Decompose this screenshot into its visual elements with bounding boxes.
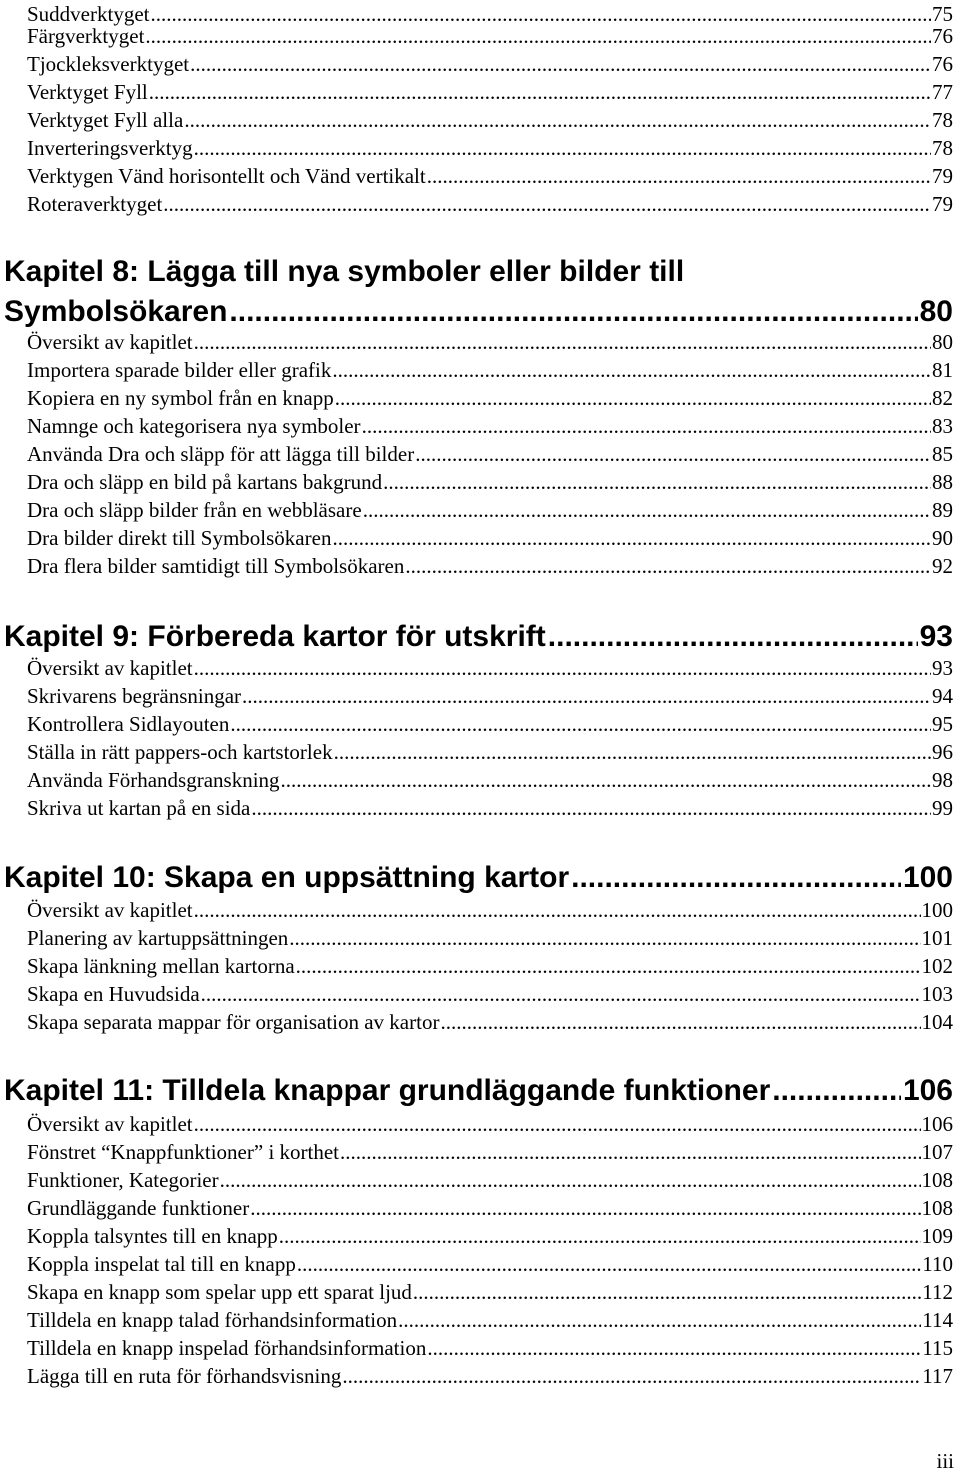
- toc-entry-label: Färgverktyget: [27, 24, 145, 48]
- toc-entry-page: 108: [921, 1196, 953, 1220]
- toc-entry[interactable]: [27, 794, 953, 822]
- toc-entry-label: Skapa en knapp som spelar upp ett sparat ljud: [27, 1280, 412, 1304]
- toc-entry[interactable]: [27, 1362, 953, 1390]
- dot-leader: [332, 524, 931, 552]
- toc-entry-page: 81: [932, 358, 953, 382]
- toc-entry-label: Fönstret “Knappfunktioner” i korthet: [27, 1140, 340, 1164]
- toc-entry[interactable]: [27, 766, 953, 794]
- toc-entry-page: 79: [932, 192, 953, 216]
- toc-entry-label: Skriva ut kartan på en sida: [27, 796, 251, 820]
- toc-entry-label: Skapa en Huvudsida: [27, 982, 200, 1006]
- toc-entry[interactable]: [27, 1278, 953, 1306]
- toc-entry-page: 83: [932, 414, 953, 438]
- toc-entry-page: 104: [921, 1010, 953, 1034]
- toc-entry-label: Ställa in rätt pappers-och kartstorlek: [27, 740, 333, 764]
- toc-entry-label: Använda Förhandsgranskning: [27, 768, 280, 792]
- dot-leader: [242, 682, 931, 710]
- toc-entry-label: Namnge och kategorisera nya symboler: [27, 414, 361, 438]
- toc-entry-label: Verktygen Vänd horisontellt och Vänd vertikalt: [27, 164, 426, 188]
- toc-entry-page: 106: [921, 1112, 953, 1136]
- dot-leader: [279, 1222, 921, 1250]
- toc-entry[interactable]: [27, 1138, 953, 1166]
- chapter-title: Kapitel 9: Förbereda kartor för utskrift: [4, 620, 546, 653]
- dot-leader: [335, 384, 931, 412]
- toc-entry[interactable]: [27, 1166, 953, 1194]
- toc-entry[interactable]: [27, 134, 953, 162]
- chapter-title-continued: Symbolsökaren: [4, 295, 228, 328]
- toc-entry[interactable]: [27, 654, 953, 682]
- toc-entry-label: Använda Dra och släpp för att lägga till bilder: [27, 442, 415, 466]
- toc-entry[interactable]: [27, 22, 953, 50]
- toc-entry[interactable]: [27, 106, 953, 134]
- dot-leader: [163, 190, 931, 218]
- page-number: iii: [936, 1449, 954, 1473]
- dot-leader: [184, 106, 931, 134]
- toc-entry[interactable]: [27, 1194, 953, 1222]
- toc-entry-page: 101: [921, 926, 953, 950]
- dot-leader: [281, 766, 931, 794]
- toc-entry-label: Skapa länkning mellan kartorna: [27, 954, 295, 978]
- toc-entry-page: 99: [932, 796, 953, 820]
- toc-entry-label: Koppla inspelat tal till en knapp: [27, 1252, 296, 1276]
- dot-leader: [362, 412, 931, 440]
- toc-entry-page: 100: [921, 898, 953, 922]
- toc-entry[interactable]: [27, 738, 953, 766]
- toc-entry-page: 90: [932, 526, 953, 550]
- toc-entry-page: 109: [921, 1224, 953, 1248]
- toc-entry[interactable]: [27, 1250, 953, 1278]
- toc-entry-label: Grundläggande funktioner: [27, 1196, 250, 1220]
- toc-entry-label: Dra och släpp en bild på kartans bakgrund: [27, 470, 383, 494]
- dot-leader: [229, 292, 917, 332]
- toc-entry-page: 78: [932, 136, 953, 160]
- dot-leader: [201, 980, 921, 1008]
- toc-entry[interactable]: [27, 924, 953, 952]
- toc-entry-label: Inverteringsverktyg: [27, 136, 193, 160]
- dot-leader: [571, 858, 901, 898]
- toc-entry-label: Tjockleksverktyget: [27, 52, 190, 76]
- dot-leader: [194, 328, 931, 356]
- chapter-heading-11[interactable]: [4, 1071, 953, 1111]
- toc-entry-label: Skapa separata mappar för organisation av kartor: [27, 1010, 440, 1034]
- dot-leader: [415, 440, 931, 468]
- toc-entry[interactable]: [27, 50, 953, 78]
- chapter-page: 106: [902, 1074, 953, 1107]
- toc-entry[interactable]: [27, 1334, 953, 1362]
- dot-leader: [296, 952, 921, 980]
- toc-entry[interactable]: [27, 980, 953, 1008]
- toc-entry-label: Dra och släpp bilder från en webbläsare: [27, 498, 362, 522]
- toc-entry-label: Planering av kartuppsättningen: [27, 926, 289, 950]
- toc-entry[interactable]: [27, 328, 953, 356]
- toc-entry-label: Roteraverktyget: [27, 192, 163, 216]
- toc-entry[interactable]: [27, 496, 953, 524]
- dot-leader: [413, 1278, 921, 1306]
- chapter-page: 100: [902, 861, 953, 894]
- dot-leader: [145, 22, 931, 50]
- toc-entry[interactable]: [27, 162, 953, 190]
- chapter-title: Kapitel 11: Tilldela knappar grundläggande funktioner: [4, 1074, 771, 1107]
- dot-leader: [383, 468, 931, 496]
- toc-entry-page: 107: [921, 1140, 953, 1164]
- toc-entry-label: Importera sparade bilder eller grafik: [27, 358, 332, 382]
- dot-leader: [440, 1008, 920, 1036]
- toc-entry-page: 76: [932, 24, 953, 48]
- dot-leader: [548, 617, 918, 657]
- toc-entry[interactable]: [27, 356, 953, 384]
- toc-entry[interactable]: [27, 440, 953, 468]
- dot-leader: [220, 1166, 921, 1194]
- toc-entry-label: Översikt av kapitlet: [27, 1112, 193, 1136]
- chapter-page: 80: [919, 295, 953, 328]
- toc-entry-page: 103: [921, 982, 953, 1006]
- dot-leader: [289, 924, 920, 952]
- toc-entry-label: Kontrollera Sidlayouten: [27, 712, 230, 736]
- dot-leader: [230, 710, 931, 738]
- toc-entry-label: Översikt av kapitlet: [27, 898, 193, 922]
- dot-leader: [251, 794, 931, 822]
- toc-entry-label: Skrivarens begränsningar: [27, 684, 242, 708]
- dot-leader: [363, 496, 931, 524]
- dot-leader: [297, 1250, 921, 1278]
- toc-entry-page: 77: [932, 80, 953, 104]
- dot-leader: [405, 552, 931, 580]
- toc-entry-page: 89: [932, 498, 953, 522]
- dot-leader: [194, 134, 931, 162]
- toc-entry-page: 98: [932, 768, 953, 792]
- dot-leader: [194, 1110, 921, 1138]
- toc-entry[interactable]: [27, 682, 953, 710]
- toc-entry[interactable]: [27, 384, 953, 412]
- toc-entry[interactable]: [27, 412, 953, 440]
- toc-entry[interactable]: [27, 552, 953, 580]
- toc-entry-label: Tilldela en knapp talad förhandsinformation: [27, 1308, 398, 1332]
- toc-entry-page: 78: [932, 108, 953, 132]
- toc-entry[interactable]: [27, 190, 953, 218]
- chapter-page: 93: [919, 620, 953, 653]
- dot-leader: [342, 1362, 921, 1390]
- dot-leader: [398, 1306, 921, 1334]
- toc-entry-page: 96: [932, 740, 953, 764]
- toc-entry-page: 79: [932, 164, 953, 188]
- toc-entry-label: Dra flera bilder samtidigt till Symbolsökaren: [27, 554, 405, 578]
- toc-entry[interactable]: [27, 710, 953, 738]
- toc-entry-page: 92: [932, 554, 953, 578]
- toc-entry-page: 95: [932, 712, 953, 736]
- toc-entry[interactable]: [27, 78, 953, 106]
- toc-entry-label: Funktioner, Kategorier: [27, 1168, 219, 1192]
- toc-entry-label: Verktyget Fyll: [27, 80, 148, 104]
- toc-entry-page: 88: [932, 470, 953, 494]
- toc-entry-page: 114: [922, 1308, 953, 1332]
- dot-leader: [427, 1334, 921, 1362]
- toc-entry[interactable]: [27, 1222, 953, 1250]
- toc-entry-label: Suddverktyget: [27, 2, 150, 26]
- toc-entry-page: 115: [922, 1336, 953, 1360]
- toc-entry-page: 85: [932, 442, 953, 466]
- dot-leader: [250, 1194, 920, 1222]
- toc-entry-page: 80: [932, 330, 953, 354]
- toc-entry[interactable]: [27, 952, 953, 980]
- toc-entry-label: Dra bilder direkt till Symbolsökaren: [27, 526, 332, 550]
- dot-leader: [194, 654, 931, 682]
- toc-entry-label: Översikt av kapitlet: [27, 656, 193, 680]
- toc-entry-page: 108: [921, 1168, 953, 1192]
- toc-entry[interactable]: [27, 1110, 953, 1138]
- toc-entry-label: Kopiera en ny symbol från en knapp: [27, 386, 334, 410]
- toc-entry-label: Verktyget Fyll alla: [27, 108, 184, 132]
- chapter-heading-9[interactable]: [4, 617, 953, 657]
- dot-leader: [772, 1071, 901, 1111]
- toc-entry-label: Koppla talsyntes till en knapp: [27, 1224, 278, 1248]
- toc-entry-page: 117: [922, 1364, 953, 1388]
- dot-leader: [149, 78, 931, 106]
- toc-entry-page: 76: [932, 52, 953, 76]
- dot-leader: [190, 50, 931, 78]
- toc-entry-page: 112: [922, 1280, 953, 1304]
- dot-leader: [427, 162, 931, 190]
- toc-entry-page: 82: [932, 386, 953, 410]
- chapter-heading-8[interactable]: [4, 252, 953, 332]
- dot-leader: [332, 356, 931, 384]
- toc-entry-page: 94: [932, 684, 953, 708]
- toc-entry-label: Tilldela en knapp inspelad förhandsinformation: [27, 1336, 427, 1360]
- toc-entry[interactable]: [27, 1008, 953, 1036]
- toc-entry[interactable]: [27, 1306, 953, 1334]
- dot-leader: [340, 1138, 920, 1166]
- dot-leader: [334, 738, 931, 766]
- chapter-title: Kapitel 10: Skapa en uppsättning kartor: [4, 861, 570, 894]
- toc-entry-page: 102: [921, 954, 953, 978]
- toc-entry-page: 75: [932, 2, 953, 26]
- toc-entry[interactable]: [27, 896, 953, 924]
- toc-entry-label: Översikt av kapitlet: [27, 330, 193, 354]
- chapter-title: Kapitel 8: Lägga till nya symboler eller bilder till: [4, 255, 685, 288]
- toc-entry-page: 93: [932, 656, 953, 680]
- dot-leader: [194, 896, 921, 924]
- toc-entry-page: 110: [922, 1252, 953, 1276]
- toc-entry-label: Lägga till en ruta för förhandsvisning: [27, 1364, 342, 1388]
- chapter-heading-10[interactable]: [4, 858, 953, 898]
- toc-entry[interactable]: [27, 468, 953, 496]
- toc-entry[interactable]: [27, 524, 953, 552]
